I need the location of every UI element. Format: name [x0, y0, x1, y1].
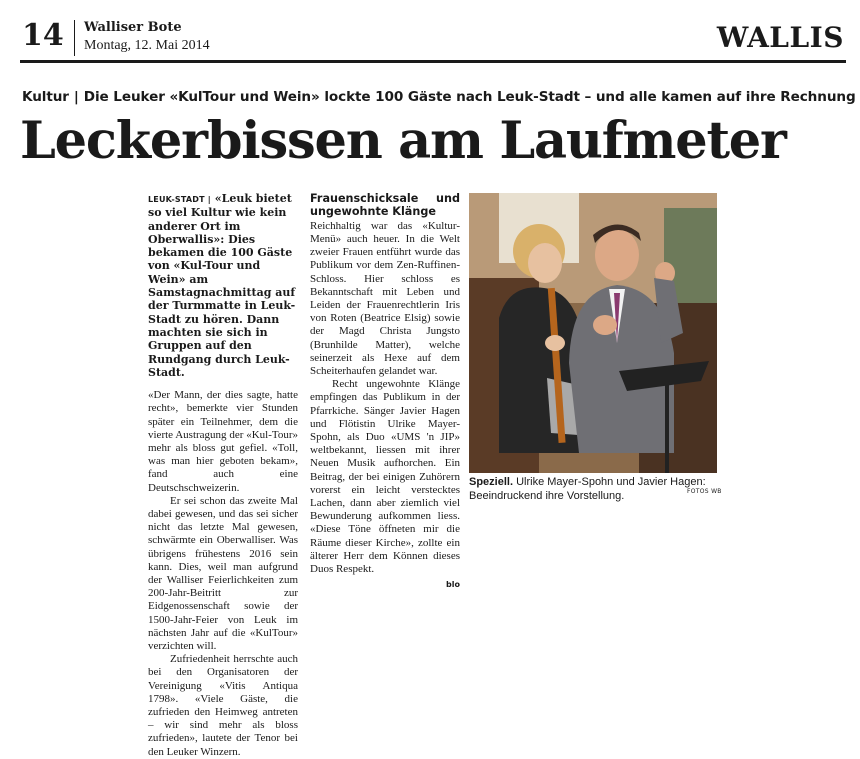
kicker: [22, 89, 856, 105]
kicker-section: Kultur: [22, 89, 69, 105]
section-name: WALLIS: [716, 21, 844, 54]
article-photo: [469, 193, 717, 473]
body-paragraph: Reichhaltig war das «Kultur-Menü» auch heuer. In die Welt zweier Frauen entführt wurde das Publikum vor dem Zen-Ruffinen-Schloss. Hier schloss es Bekanntschaft mit Leben und Leiden der Frauenrechtlerin Iris von Roten (Beatrice Elsig) sowie der Magd Christa Jungsto (Brunhilde Matter), welche seinerzeit als Hexe auf dem Scheiterhaufen gelandet war.: [310, 219, 460, 378]
body-paragraph: Er sei schon das zweite Mal dabei gewesen, und das sei sicher nicht das letzte Mal gewesen, schwärmte ein Oberwalliser. Was übrigens frühestens 2016 sein kann. Dies, weil man aufgrund der Walliser Feierlichkeiten zum 200-Jahr-Beitritt zur Eidgenossenschaft sowie der 1500-Jahr-Feier von Leuk im nächsten Jahr auf die «KulTour» verzichten will.: [148, 494, 298, 653]
paper-name: Walliser Bote: [84, 20, 182, 35]
article-column-2: [310, 192, 460, 592]
dateline: LEUK-STADT |: [148, 195, 211, 204]
masthead-rule: [20, 60, 846, 63]
photo-credit: FOTOS WB: [687, 488, 722, 495]
performance-photo-illustration: [469, 193, 717, 473]
author-initials: blo: [446, 580, 460, 590]
body-paragraph: Recht ungewohnte Klänge empfingen das Publikum in der Pfarrkiche. Sänger Javier Hagen und Flötistin Ulrike Mayer-Spohn, als Duo «UMS 'n JIP» weltbekannt, liessen mit ihrer Neuen Musik aufhorchen. Ein Beitrag, der bei einigen Zuhörern vorerst ein leicht verstecktes Lachen, dann aber ziemlich viel Bewunderung aufkommen liess. «Diese Töne öffneten mir die Räume dieser Kirche», zollte ein älterer Herr dem Können dieses Duos Respekt.: [310, 378, 460, 576]
lead-text: «Leuk bietet so viel Kultur wie kein anderer Ort im Oberwallis»: Dies bekamen die 100 Gäste von «Kul-Tour und Wein» am Samstagnachmittag auf der Turmmatte in Leuk-Stadt zu hören. Dann machten sie sich in Gruppen auf den Rundgang durch Leuk-Stadt.: [148, 192, 296, 379]
subhead: Frauenschicksale und ungewohnte Klänge: [310, 192, 460, 219]
headline: Leckerbissen am Laufmeter: [20, 111, 786, 171]
masthead-divider: [74, 20, 75, 56]
article-column-1: [148, 192, 298, 759]
kicker-text: Die Leuker «KulTour und Wein» lockte 100 Gäste nach Leuk-Stadt – und alle kamen auf ihre Rechnung: [83, 89, 856, 105]
article-lead: [148, 192, 298, 379]
caption-text: Ulrike Mayer-Spohn und Javier Hagen: Beeindruckend ihre Vorstellung.: [469, 476, 706, 502]
issue-date: Montag, 12. Mai 2014: [84, 38, 210, 53]
photo-caption: [469, 476, 717, 503]
caption-lead: Speziell.: [469, 476, 514, 488]
page-number: 14: [22, 18, 64, 53]
body-paragraph: «Der Mann, der dies sagte, hatte recht», bemerkte vier Stunden später ein Teilnehmer, dem die vierte Austragung der «Kul-Tour» mehr als bloss gut gefiel. «Toll, was man hier geboten bekam», fand auch eine Deutschschweizerin.: [148, 389, 298, 494]
kicker-separator: |: [73, 89, 79, 105]
body-paragraph: Zufriedenheit herrschte auch bei den Organisatoren der Vereinigung «Vitis Antiqua 1798». «Viele Gäste, die zufrieden den Heimweg antreten – wir sind mehr als bloss zufrieden», lautete der Tenor bei den Leuker Winzern.: [148, 653, 298, 758]
